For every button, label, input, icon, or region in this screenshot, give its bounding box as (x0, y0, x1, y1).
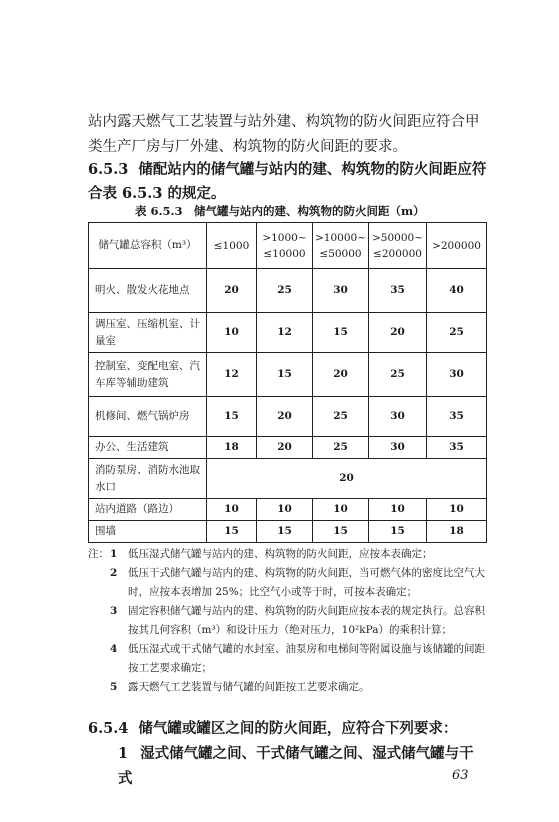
value-cell: 20 (369, 313, 427, 353)
value-cell: 10 (207, 313, 257, 353)
value-cell: 30 (313, 269, 369, 313)
value-cell: 20 (207, 269, 257, 313)
row-label: 围墙 (89, 521, 207, 543)
note-item (88, 602, 488, 640)
note-item (88, 564, 488, 602)
row-label: 明火、散发火花地点 (89, 269, 207, 313)
note-prefix: 注： (88, 548, 109, 560)
table-row (89, 353, 487, 397)
value-cell: 35 (427, 437, 487, 459)
note-text: 低压湿式储气罐与站内的建、构筑物的防火间距，应按本表确定； (128, 548, 433, 560)
row-label: 调压室、压缩机室、计量室 (89, 313, 207, 353)
clause-6-5-4-item-1 (88, 741, 488, 791)
value-cell: 12 (207, 353, 257, 397)
header-col-4: >200000 (427, 223, 487, 269)
table-row (89, 521, 487, 543)
value-cell: 15 (207, 521, 257, 543)
note-prefix (88, 640, 110, 678)
table-row (89, 313, 487, 353)
value-cell: 10 (369, 499, 427, 521)
value-cell: 10 (427, 499, 487, 521)
value-cell: 15 (313, 313, 369, 353)
note-prefix (88, 602, 110, 640)
note-item (88, 678, 488, 697)
note-number: 4 (110, 643, 118, 655)
value-cell: 12 (257, 313, 313, 353)
clause-6-5-4-heading (88, 716, 488, 741)
note-item (88, 640, 488, 678)
value-cell: 25 (369, 353, 427, 397)
clause-text: 储气罐或罐区之间的防火间距，应符合下列要求： (138, 720, 458, 737)
value-cell: 10 (257, 499, 313, 521)
note-text: 低压湿式或干式储气罐的水封室、油泵房和电梯间等附属设施与该储罐的间距按工艺要求确定； (128, 643, 485, 674)
value-cell: 15 (313, 521, 369, 543)
intro-paragraph: 站内露天燃气工艺装置与站外建、构筑物的防火间距应符合甲类生产厂房与厂外建、构筑物的防火间距的要求。 (88, 114, 480, 155)
value-cell: 10 (313, 499, 369, 521)
table-row (89, 437, 487, 459)
value-cell: 18 (207, 437, 257, 459)
header-col-0: ≤1000 (207, 223, 257, 269)
row-label: 机修间、燃气锅炉房 (89, 397, 207, 437)
note-text: 低压干式储气罐与站内的建、构筑物的防火间距，当可燃气体的密度比空气大时，应按本表增加 25%；比空气小或等于时，可按本表确定； (128, 567, 485, 598)
value-cell: 25 (313, 397, 369, 437)
table-row (89, 269, 487, 313)
value-cell: 10 (207, 499, 257, 521)
item-text: 湿式储气罐之间、干式储气罐之间、湿式储气罐与干式 (118, 745, 474, 787)
value-cell: 25 (427, 313, 487, 353)
note-number: 2 (110, 567, 118, 579)
value-cell: 20 (257, 437, 313, 459)
table-header-row (89, 223, 487, 269)
page-number: 63 (452, 768, 469, 783)
value-cell: 30 (369, 397, 427, 437)
note-item (88, 545, 488, 564)
value-cell: 30 (369, 437, 427, 459)
value-cell: 25 (313, 437, 369, 459)
table-row (89, 459, 487, 499)
note-text: 固定容积储气罐与站内的建、构筑物的防火间距应按本表的规定执行。总容积按其几何容积（m³）和设计压力（绝对压力，10²kPa）的乘积计算； (128, 605, 485, 636)
value-cell: 30 (427, 353, 487, 397)
note-number: 1 (110, 548, 118, 560)
note-prefix (88, 678, 110, 697)
note-number: 3 (110, 605, 118, 617)
clause-number: 6.5.3 (88, 161, 129, 178)
item-number: 1 (118, 745, 129, 762)
value-cell: 15 (257, 353, 313, 397)
note-number: 5 (110, 681, 118, 693)
value-cell: 15 (257, 521, 313, 543)
header-col-3: >50000~ ≤200000 (369, 223, 427, 269)
merged-value-cell: 20 (207, 459, 487, 499)
value-cell: 18 (427, 521, 487, 543)
table-row (89, 499, 487, 521)
row-label: 消防泵房、消防水池取水口 (89, 459, 207, 499)
clause-number: 6.5.4 (88, 720, 129, 737)
header-col-2: >10000~ ≤50000 (313, 223, 369, 269)
value-cell: 20 (313, 353, 369, 397)
value-cell: 15 (369, 521, 427, 543)
note-text: 露天燃气工艺装置与储气罐的间距按工艺要求确定。 (128, 681, 370, 693)
row-label: 站内道路（路边） (89, 499, 207, 521)
value-cell: 35 (427, 397, 487, 437)
table-notes (88, 545, 488, 697)
clause-text: 储配站内的储气罐与站内的建、构筑物的防火间距应符合表 6.5.3 的规定。 (88, 161, 487, 202)
value-cell: 35 (369, 269, 427, 313)
clause-6-5-3 (88, 158, 488, 206)
row-label: 控制室、变配电室、汽车库等辅助建筑 (89, 353, 207, 397)
table-row (89, 397, 487, 437)
value-cell: 20 (257, 397, 313, 437)
note-prefix (88, 564, 110, 602)
value-cell: 15 (207, 397, 257, 437)
fire-distance-table (88, 222, 487, 543)
header-col-1: >1000~ ≤10000 (257, 223, 313, 269)
table-caption: 表 6.5.3 储气罐与站内的建、构筑物的防火间距（m） (135, 204, 425, 218)
row-label: 办公、生活建筑 (89, 437, 207, 459)
header-capacity-label: 储气罐总容积（m³） (89, 223, 207, 269)
value-cell: 40 (427, 269, 487, 313)
value-cell: 25 (257, 269, 313, 313)
clause-6-5-4 (88, 716, 488, 791)
